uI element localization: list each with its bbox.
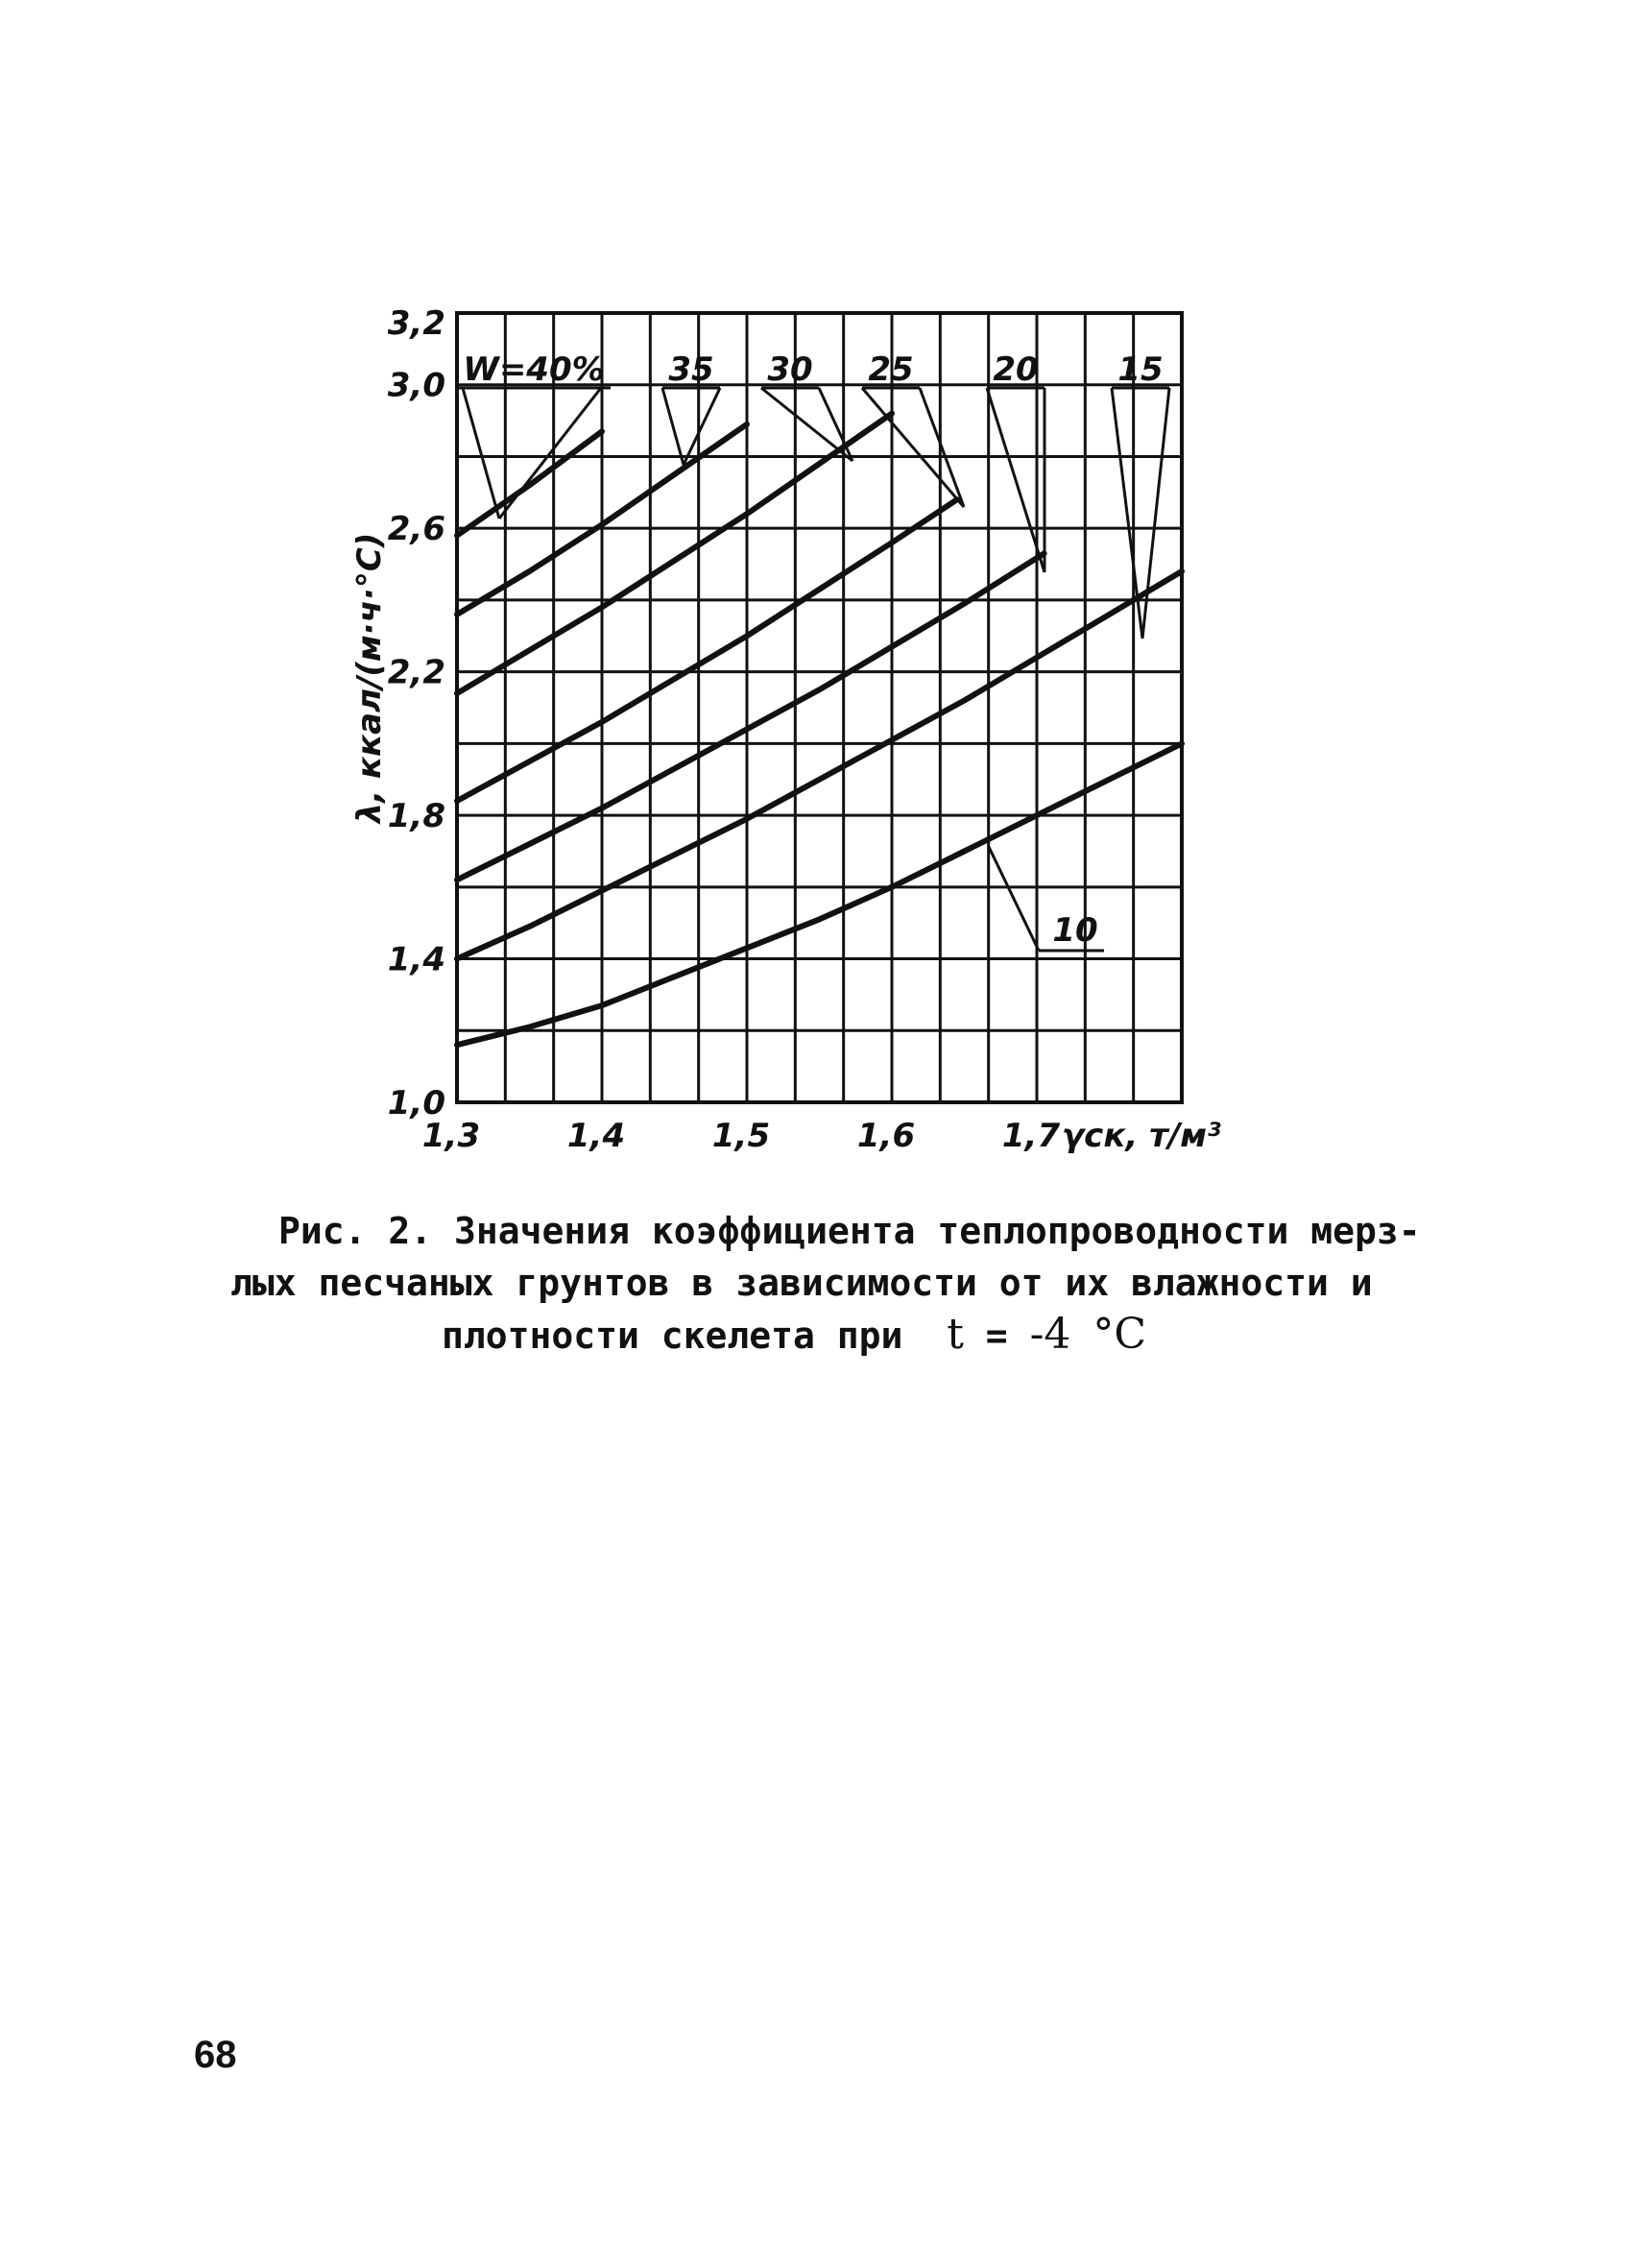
legend-label-10: 10 <box>1052 911 1098 950</box>
x-tick-label: 1,6 <box>856 1117 916 1155</box>
legend-leader-line <box>761 388 853 461</box>
legend-leader-line <box>499 388 601 519</box>
temperature-unit: °C <box>1093 1310 1146 1359</box>
legend-label-30: 30 <box>767 350 813 389</box>
equals-sign: = <box>985 1315 1008 1357</box>
caption-line-3-text: плотности скелета при <box>442 1315 903 1357</box>
x-axis-label: γск, т/м³ <box>1062 1117 1221 1155</box>
legend <box>457 350 1169 951</box>
legend-leader-line <box>989 847 1039 951</box>
temperature-value: -4 <box>1029 1310 1071 1359</box>
caption-line-1: Рис. 2. Значения коэффициента теплопроводности мерз- <box>278 1210 1421 1252</box>
y-axis-label: λ, ккал/(м·ч·°С) <box>350 532 389 824</box>
caption-line-3 <box>230 1309 1450 1362</box>
legend-leader-line <box>862 388 964 507</box>
y-tick-label: 2,2 <box>387 653 445 692</box>
x-tick-label: 1,7 <box>1001 1117 1061 1155</box>
y-tick-label: 1,8 <box>387 797 445 836</box>
y-tick-label: 1,4 <box>387 940 445 979</box>
series-line-20 <box>457 553 1045 880</box>
legend-label-20: 20 <box>993 350 1039 389</box>
legend-leader-line <box>920 388 964 507</box>
legend-leader-line <box>662 388 684 465</box>
tick-labels <box>388 304 1061 1155</box>
x-tick-label: 1,5 <box>711 1117 771 1155</box>
legend-label-35: 35 <box>668 350 714 389</box>
page-number: 68 <box>194 2034 237 2076</box>
legend-label-15: 15 <box>1117 350 1164 389</box>
legend-label-40: W=40% <box>463 350 605 389</box>
x-tick-label: 1,3 <box>421 1117 481 1155</box>
caption-line-2: лых песчаных грунтов в зависимости от их влажности и <box>230 1262 1373 1304</box>
y-tick-label: 2,6 <box>387 510 445 549</box>
y-tick-label: 3,0 <box>387 366 445 405</box>
y-tick-label: 3,2 <box>387 304 445 343</box>
t-symbol: t <box>947 1310 964 1359</box>
legend-leader-line <box>463 388 499 519</box>
figure-caption <box>230 1205 1450 1362</box>
series-line-10 <box>457 743 1182 1045</box>
x-tick-label: 1,4 <box>566 1117 626 1155</box>
legend-label-25: 25 <box>868 350 914 389</box>
y-tick-label: 1,0 <box>387 1084 445 1122</box>
